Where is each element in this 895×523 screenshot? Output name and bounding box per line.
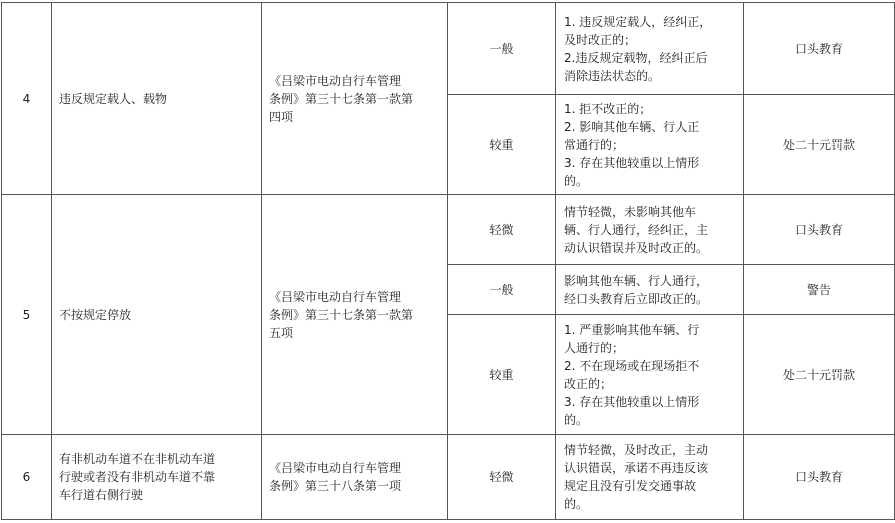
severity-level: 一般	[448, 3, 556, 95]
applicable-conditions: 情节轻微，未影响其他车 辆、行人通行，经纠正，主 动认识错误并及时改正的。	[556, 195, 744, 265]
penalty: 口头教育	[744, 3, 895, 95]
table-row	[2, 435, 895, 520]
table-row	[2, 195, 895, 265]
penalty: 口头教育	[744, 195, 895, 265]
severity-level: 较重	[448, 95, 556, 195]
row-number: 4	[2, 3, 52, 195]
violation-behavior: 不按规定停放	[52, 195, 262, 435]
penalty-standard-table	[1, 2, 895, 520]
penalty: 处二十元罚款	[744, 315, 895, 435]
applicable-conditions: 1. 违反规定载人，经纠正， 及时改正的； 2.违反规定载物，经纠正后 消除违法状态的。	[556, 3, 744, 95]
penalty: 处二十元罚款	[744, 95, 895, 195]
applicable-conditions: 影响其他车辆、行人通行， 经口头教育后立即改正的。	[556, 265, 744, 315]
penalty: 口头教育	[744, 435, 895, 520]
legal-basis: 《吕梁市电动自行车管理 条例》第三十八条第一项	[262, 435, 448, 520]
row-number: 6	[2, 435, 52, 520]
severity-level: 轻微	[448, 195, 556, 265]
row-number: 5	[2, 195, 52, 435]
applicable-conditions: 情节轻微，及时改正，主动 认识错误，承诺不再违反该 规定且没有引发交通事故 的。	[556, 435, 744, 520]
violation-behavior: 有非机动车道不在非机动车道 行驶或者没有非机动车道不靠 车行道右侧行驶	[52, 435, 262, 520]
severity-level: 较重	[448, 315, 556, 435]
severity-level: 一般	[448, 265, 556, 315]
table-row	[2, 3, 895, 95]
penalty: 警告	[744, 265, 895, 315]
applicable-conditions: 1. 拒不改正的； 2. 影响其他车辆、行人正 常通行的； 3. 存在其他较重以上情形 的。	[556, 95, 744, 195]
violation-behavior: 违反规定载人、载物	[52, 3, 262, 195]
legal-basis: 《吕梁市电动自行车管理 条例》第三十七条第一款第 五项	[262, 195, 448, 435]
applicable-conditions: 1. 严重影响其他车辆、行 人通行的； 2. 不在现场或在现场拒不 改正的； 3. 存在其他较重以上情形 的。	[556, 315, 744, 435]
legal-basis: 《吕梁市电动自行车管理 条例》第三十七条第一款第 四项	[262, 3, 448, 195]
severity-level: 轻微	[448, 435, 556, 520]
